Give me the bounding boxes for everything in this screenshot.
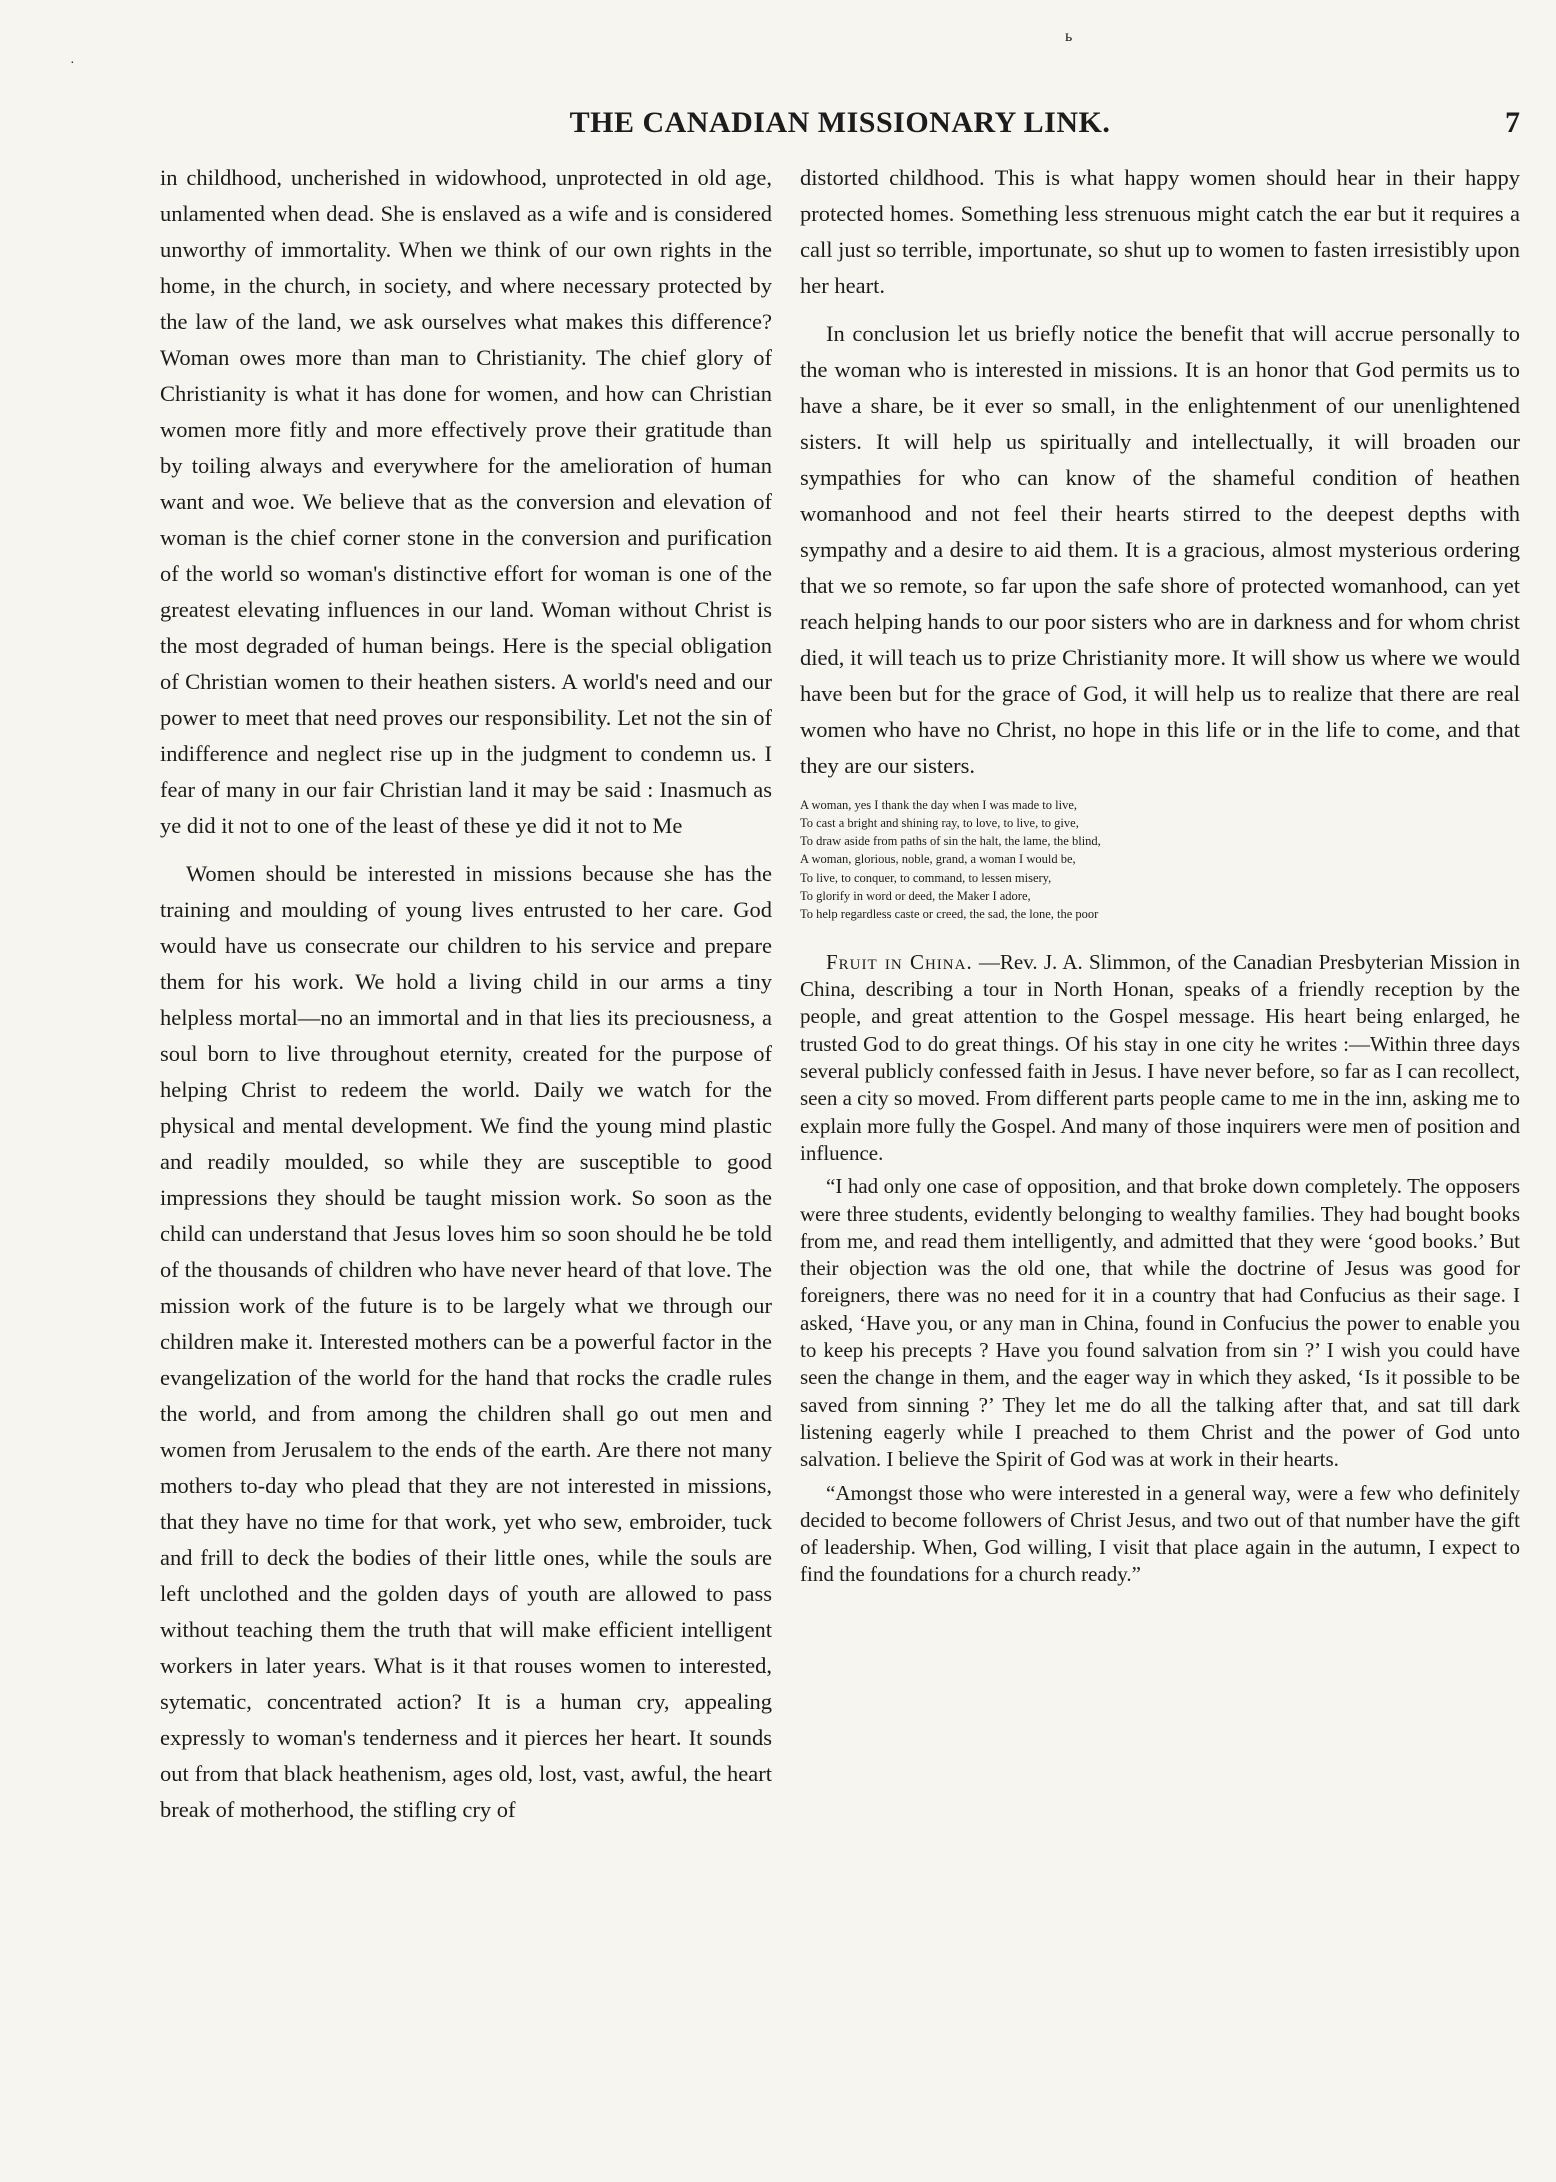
poem-line: To live, to conquer, to command, to lessen misery, bbox=[800, 870, 1052, 885]
poem-line: A woman, yes I thank the day when I was made to live, bbox=[800, 798, 1078, 812]
article-heading: Fruit in China. bbox=[826, 949, 973, 974]
paragraph: Women should be interested in missions because she has the training and moulding of young lives entrusted to her care. God would have us consecrate our children to his service and prepare them for his work. We hold a living child in our arms a tiny helpless mortal—no an immortal and in that lies its preciousness, a soul born to live throughout eternity, created for the purpose of helping Christ to redeem the world. Daily we watch for the physical and mental development. We find the young mind plastic and readily moulded, so while they are susceptible to good impressions they should be taught mission work. So soon as the child can understand that Jesus loves him so soon should he be told of the thousands of children who have never heard of that love. The mission work of the future is to be largely what we through our children make it. Interested mothers can be a powerful factor in the evangelization of the world for the hand that rocks the cradle rules the world, and from among the children shall go out men and women from Jerusalem to the ends of the earth. Are there not many mothers to-day who plead that they are not interested in missions, that they have no time for that work, yet who sew, embroider, tuck and frill to deck the bodies of their little ones, while the souls are left unclothed and the golden days of youth are allowed to pass without teaching them the truth that will make efficient intelligent workers in later years. What is it that rouses women to interested, sytematic, concentrated action? It is a human cry, appealing expressly to woman's tenderness and it pierces her heart. It sounds out from that black heathenism, ages old, lost, vast, awful, the heart break of motherhood, the stifling cry of bbox=[160, 861, 772, 1822]
poem-line: To help regardless caste or creed, the sad, the lone, the poor bbox=[800, 906, 1099, 921]
corner-dot: · bbox=[70, 56, 75, 71]
left-column bbox=[160, 160, 772, 1840]
poem-line: To glorify in word or deed, the Maker I adore, bbox=[800, 888, 1031, 903]
article-text: —Rev. J. A. Slimmon, of the Canadian Presbyterian Mission in China, describing a tour in North Honan, speaks of a friendly reception by the people, and great attention to the Gospel message. His heart being enlarged, he trusted God to do great things. Of his stay in one city he writes :—Within three days several publicly confessed faith in Jesus. I have never before, so far as I can recollect, seen a city so moved. From different parts people came to me in the inn, asking me to explain more fully the Gospel. And many of those inquirers were men of position and influence. bbox=[800, 949, 1520, 1165]
page-number: 7 bbox=[1505, 106, 1520, 139]
poem bbox=[800, 796, 1520, 923]
poem-line: A woman, glorious, noble, grand, a woman I would be, bbox=[800, 852, 1076, 867]
page-title: THE CANADIAN MISSIONARY LINK. bbox=[569, 106, 1111, 139]
news-article bbox=[800, 949, 1520, 1589]
paragraph: in childhood, uncherished in widowhood, unprotected in old age, unlamented when dead. She is enslaved as a wife and is considered unworthy of immortality. When we think of our own rights in the home, in the church, in society, and where necessary protected by the law of the land, we ask ourselves what makes this difference? Woman owes more than man to Christianity. The chief glory of Christianity is what it has done for women, and how can Christian women more fitly and more effectively prove their gratitude than by toiling always and everywhere for the amelioration of human want and woe. We believe that as the conversion and elevation of woman is the chief corner stone in the conversion and purification of the world so woman's distinctive effort for woman is one of the greatest elevating influences in our land. Woman without Christ is the most degraded of human beings. Here is the special obligation of Christian women to their heathen sisters. A world's need and our power to meet that need proves our responsibility. Let not the sin of indifference and neglect rise up in the judgment to condemn us. I fear of many in our fair Christian land it may be said : Inasmuch as ye did it not to one of the least of these ye did it not to Me bbox=[160, 165, 772, 838]
paragraph: distorted childhood. This is what happy women should hear in their happy protected homes. Something less strenuous might catch the ear but it requires a call just so terrible, importunate, so shut up to women to fasten irresistibly upon her heart. bbox=[800, 165, 1520, 298]
article-paragraph: “I had only one case of opposition, and that broke down completely. The opposers were three students, evidently belonging to wealthy families. They had bought books from me, and read them intelligently, and admitted that they were ‘good books.’ But their objection was the old one, that while the doctrine of Jesus was good for foreigners, there was no need for it in a country that had Confucius as their sage. I asked, ‘Have you, or any man in China, found in Confucius the power to enable you to keep his precepts ? Have you found salvation from sin ?’ I wish you could have seen the change in them, and the eager way in which they asked, ‘Is it possible to be saved from sinning ?’ They let me do all the talking after that, and sat till dark listening eagerly while I preached to them Christ and the power of God unto salvation. I believe the Spirit of God was at work in their hearts. bbox=[800, 1174, 1520, 1472]
right-column bbox=[800, 160, 1520, 1595]
paragraph: In conclusion let us briefly notice the benefit that will accrue personally to the woman who is interested in missions. It is an honor that God permits us to have a share, be it ever so small, in the enlightenment of our unenlightened sisters. It will help us spiritually and intellectually, it will broaden our sympathies for who can know of the shameful condition of heathen womanhood and not feel their hearts stirred to the deepest depths with sympathy and a desire to aid them. It is a gracious, almost mysterious ordering that we so remote, so far upon the safe shore of protected womanhood, can yet reach helping hands to our poor sisters who are in darkness and for whom christ died, it will teach us to prize Christianity more. It will show us where we would have been but for the grace of God, it will help us to realize that there are real women who have no Christ, no hope in this life or in the life to come, and that they are our sisters. bbox=[800, 321, 1520, 778]
corner-mark: ь bbox=[1065, 28, 1073, 45]
article-paragraph bbox=[800, 949, 1520, 1167]
poem-line: To draw aside from paths of sin the halt, the lame, the blind, bbox=[800, 834, 1101, 849]
page-header bbox=[160, 106, 1520, 152]
article-paragraph: “Amongst those who were interested in a general way, were a few who definitely decided to become followers of Christ Jesus, and two out of that number have the gift of leadership. When, God willing, I visit that place again in the autumn, I expect to find the foundations for a church ready.” bbox=[800, 1480, 1520, 1587]
poem-line: To cast a bright and shining ray, to love, to live, to give, bbox=[800, 816, 1079, 831]
